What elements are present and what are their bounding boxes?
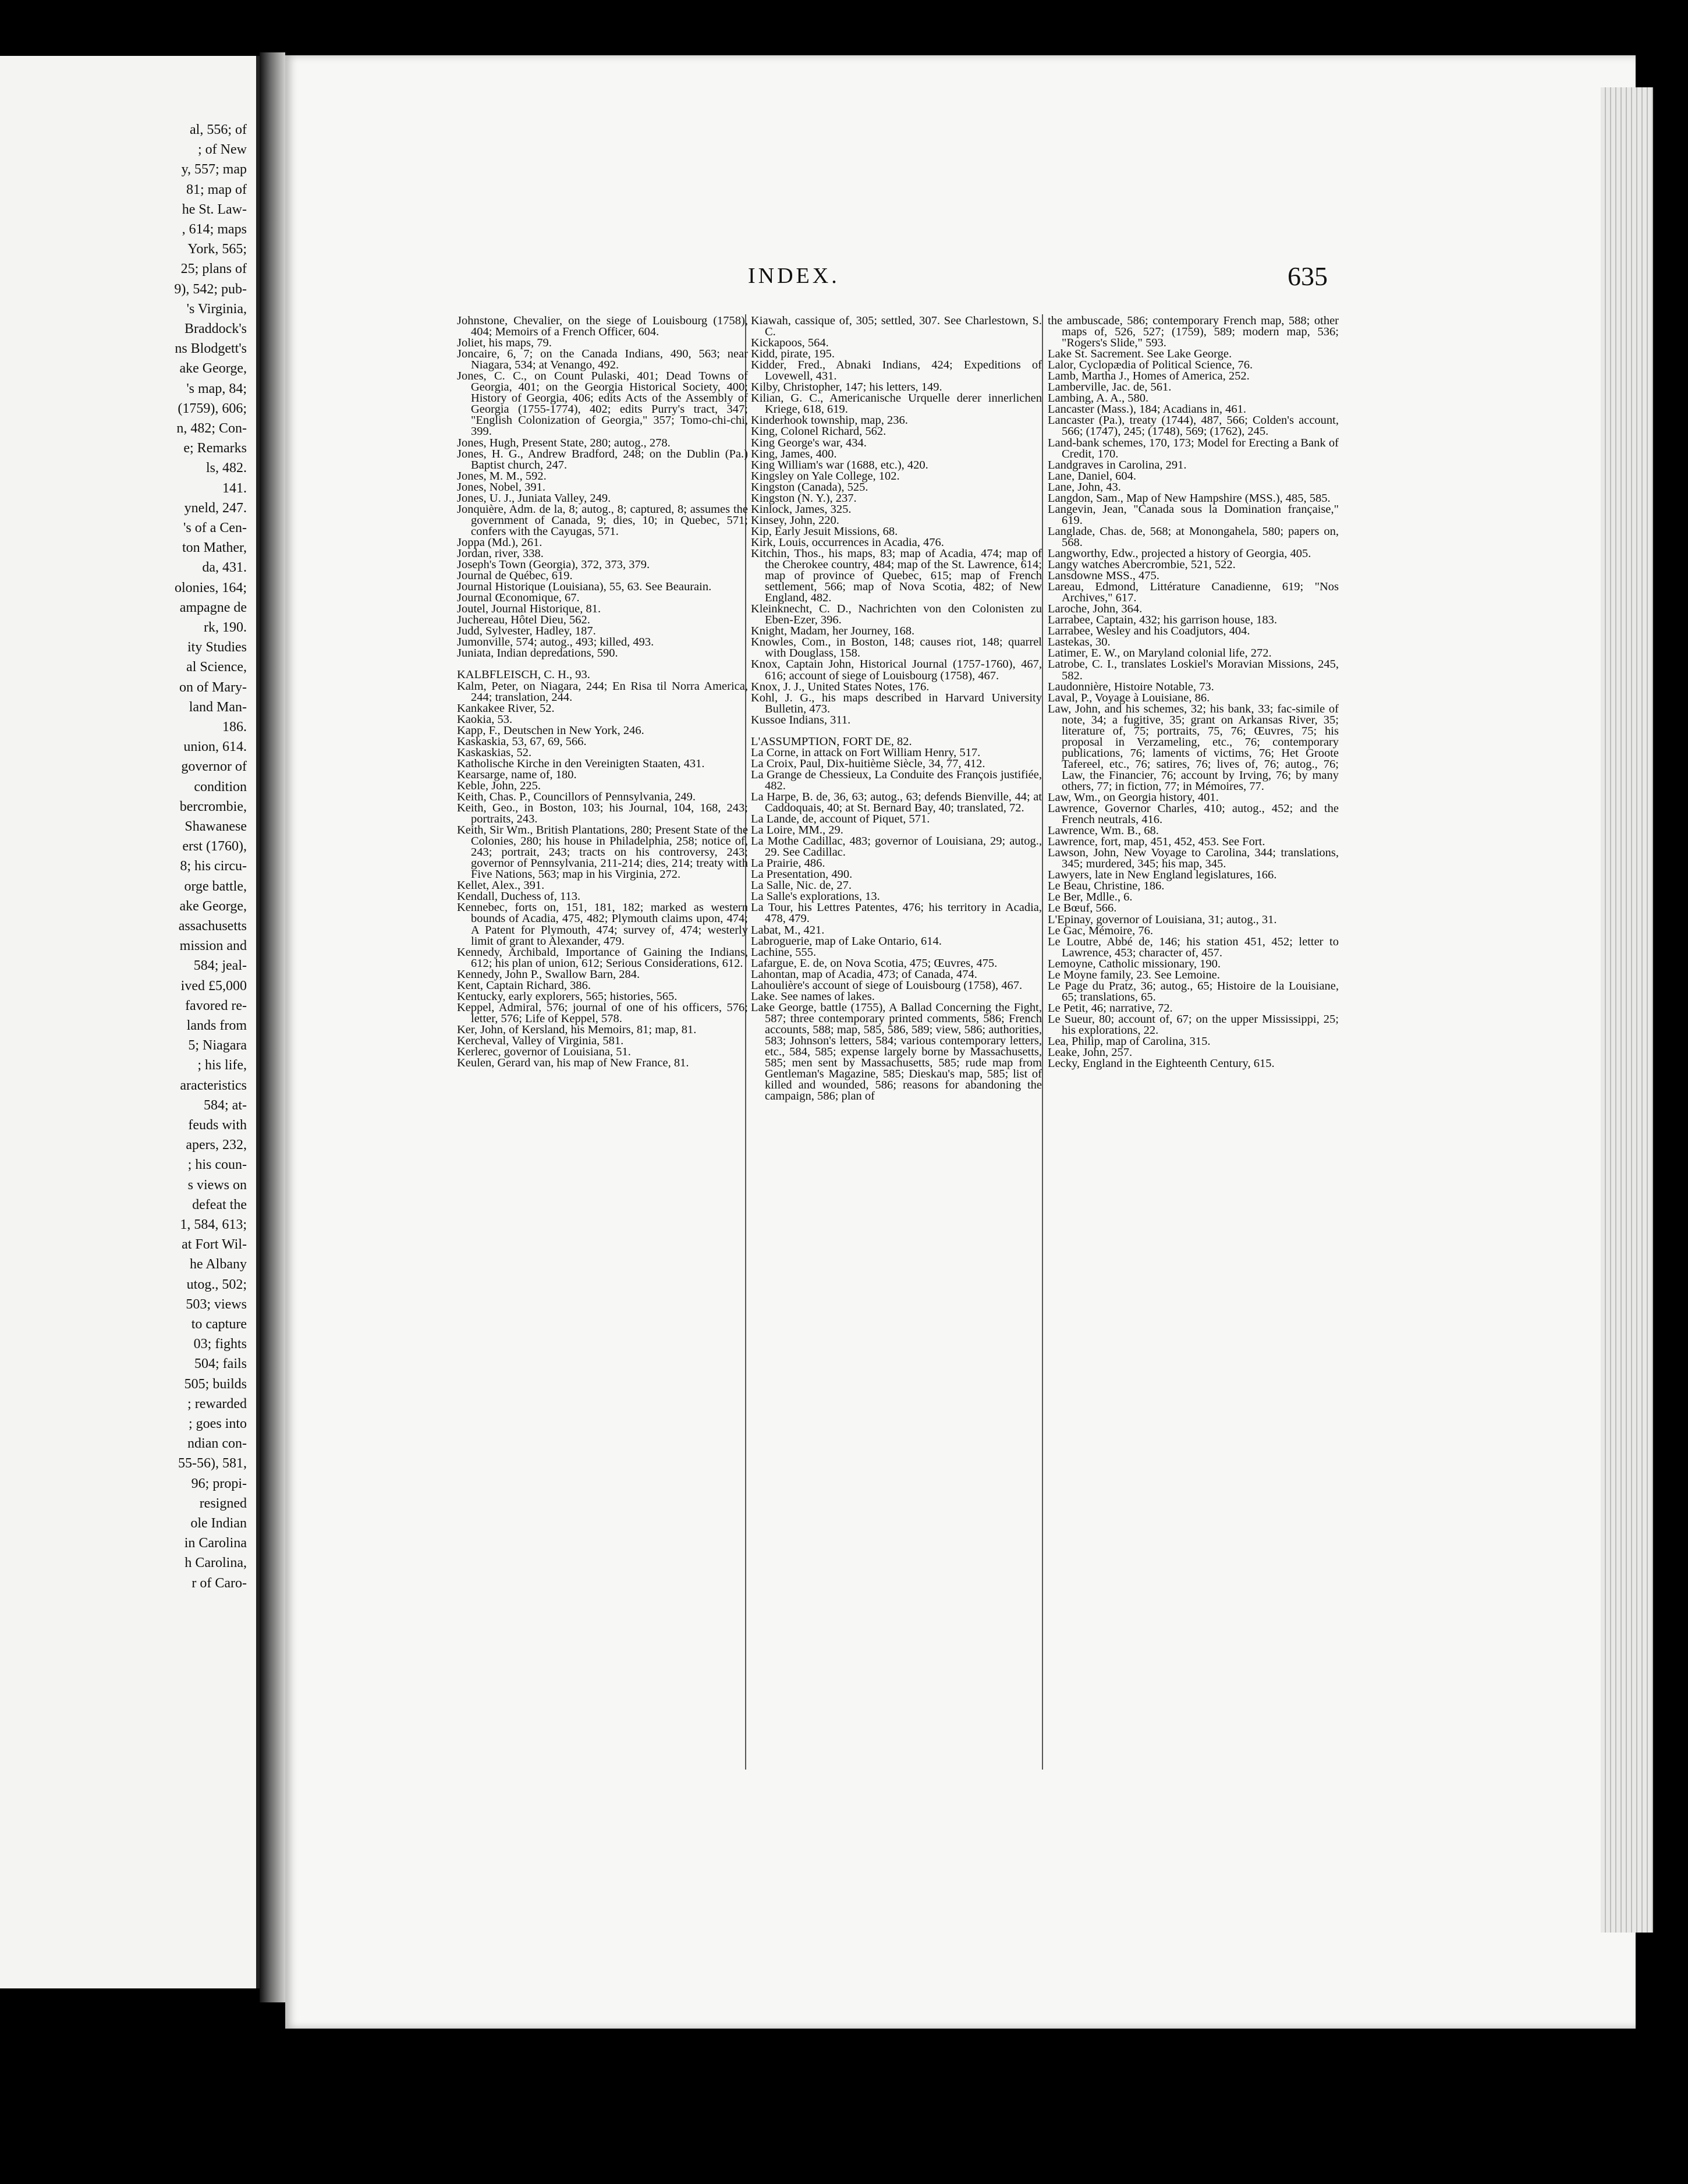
index-entry: Jones, M. M., 592. (457, 469, 547, 483)
facing-page-text: 505; builds (184, 1376, 247, 1392)
index-entry: Lea, Philip, map of Carolina, 315. (1048, 1035, 1211, 1048)
index-entry: Langdon, Sam., Map of New Hampshire (MSS.), 485, 585. (1048, 491, 1331, 505)
index-entry: Land-bank schemes, 170, 173; Model for Erecting a Bank of Credit, 170. (1048, 436, 1339, 460)
facing-page-text: rk, 190. (204, 620, 247, 635)
index-entry: Kearsarge, name of, 180. (457, 768, 577, 781)
index-entry: Ker, John, of Kersland, his Memoirs, 81; map, 81. (457, 1023, 697, 1036)
facing-page-text: 504; fails (194, 1356, 247, 1372)
index-entry: La Croix, Paul, Dix-huitième Siècle, 34, 77, 412. (751, 757, 985, 770)
facing-page-text: ton Mather, (182, 540, 247, 556)
index-entry: Langlade, Chas. de, 568; at Monongahela, 580; papers on, 568. (1048, 524, 1339, 549)
index-entry: Kip, Early Jesuit Missions, 68. (751, 524, 898, 538)
facing-page-text: 584; at- (204, 1097, 247, 1113)
facing-page-text: mission and (179, 938, 247, 954)
index-entry: Lastekas, 30. (1048, 636, 1111, 649)
index-entry: L'ASSUMPTION, FORT DE, 82. (751, 735, 912, 748)
index-entry: Labat, M., 421. (751, 923, 825, 937)
facing-page-text: ; of New (198, 142, 247, 158)
facing-page-text: bercrombie, (179, 799, 247, 814)
facing-page-text: resigned (199, 1495, 247, 1511)
facing-page-text: e; Remarks (183, 441, 247, 456)
index-entry: Lahoulière's account of siege of Louisbourg (1758), 467. (751, 978, 1023, 992)
index-entry: Kalm, Peter, on Niagara, 244; En Risa til Norra America, 244; translation, 244. (457, 679, 748, 704)
facing-page-text: ns Blodgett's (175, 341, 247, 357)
facing-page-text: ; goes into (189, 1416, 247, 1431)
facing-page-text: 5; Niagara (188, 1038, 247, 1054)
index-entry: Kercheval, Valley of Virginia, 581. (457, 1034, 624, 1047)
index-entry: Joseph's Town (Georgia), 372, 373, 379. (457, 558, 650, 572)
facing-page-text: s views on (187, 1177, 247, 1193)
facing-page-text: 186. (222, 719, 247, 735)
facing-page-text: 584; jeal- (193, 958, 247, 974)
page-number: 635 (1288, 261, 1328, 291)
index-entry: Kirk, Louis, occurrences in Acadia, 476. (751, 536, 944, 549)
facing-page-fragment (0, 56, 260, 1988)
index-entry: Kinsey, John, 220. (751, 513, 839, 527)
index-entry: Jones, U. J., Juniata Valley, 249. (457, 491, 611, 505)
facing-page-text: 's Virginia, (186, 301, 247, 317)
index-entry: Juniata, Indian depredations, 590. (457, 647, 618, 660)
index-entry: Laroche, John, 364. (1048, 602, 1143, 616)
index-entry: La Corne, in attack on Fort William Henry, 517. (751, 746, 981, 759)
facing-page-text: governor of (181, 759, 247, 775)
index-entry: Kankakee River, 52. (457, 701, 555, 715)
index-entry: Lachine, 555. (751, 945, 817, 959)
facing-page-text: defeat the (192, 1197, 247, 1212)
facing-page-text: h Carolina, (185, 1555, 247, 1571)
index-entry: Knowles, Com., in Boston, 148; causes riot, 148; quarrel with Douglass, 158. (751, 636, 1042, 660)
index-entry: Lalor, Cyclopædia of Political Science, 76. (1048, 359, 1253, 372)
index-entry: Kleinknecht, C. D., Nachrichten von den Colonisten zu Eben-Ezer, 396. (751, 602, 1042, 627)
facing-page-text: ole Indian (190, 1516, 247, 1531)
facing-page-text: in Carolina (184, 1536, 247, 1551)
index-entry: Latrobe, C. I., translates Loskiel's Moravian Missions, 245, 582. (1048, 658, 1339, 682)
book-gutter (260, 52, 285, 2002)
index-entry: Kaskaskias, 52. (457, 746, 532, 759)
index-entry: Law, Wm., on Georgia history, 401. (1048, 791, 1219, 804)
index-entry: Le Beau, Christine, 186. (1048, 880, 1165, 893)
facing-page-text: olonies, 164; (175, 580, 247, 595)
facing-page-text: ; his coun- (187, 1157, 247, 1173)
index-entry: Journal Œconomique, 67. (457, 591, 580, 605)
facing-page-text: , 614; maps (182, 222, 247, 237)
facing-page-text: 96; propi- (191, 1476, 247, 1491)
index-entry: Lahontan, map of Acadia, 473; of Canada, 474. (751, 967, 977, 981)
facing-page-text: r of Caro- (192, 1575, 247, 1591)
index-entry: Jones, Nobel, 391. (457, 480, 546, 494)
index-entry: Law, John, and his schemes, 32; his bank, 33; fac-simile of note, 34; a fugitive, 35; grant on Arkansas River, 35; literature of, 75; portraits, 75, 76; Œuvres, 75; his proposal in Verzameling, etc., 76; contemporary publications, 76; laments of victims, 76; Het Groote Tafereel, etc., 76; satires, 76; lives of, 76; autog., 76; Law, the Financier, 76; account by Irving, 76; by many others, 77; in fiction, 77; in Mémoires, 77. (1048, 702, 1339, 793)
index-entry: Lane, Daniel, 604. (1048, 469, 1136, 483)
index-entry: Keulen, Gerard van, his map of New France, 81. (457, 1056, 689, 1070)
facing-page-text: 9), 542; pub- (174, 281, 247, 297)
index-entry: Le Petit, 46; narrative, 72. (1048, 1001, 1173, 1015)
facing-page-text: feuds with (188, 1118, 247, 1133)
index-entry: Langy watches Abercrombie, 521, 522. (1048, 558, 1236, 572)
index-entry: Landgraves in Carolina, 291. (1048, 458, 1187, 471)
facing-page-text: 03; fights (193, 1336, 247, 1352)
page-edges (1601, 87, 1653, 1933)
index-entry: Le Moyne family, 23. See Lemoine. (1048, 968, 1220, 981)
facing-page-text: al Science, (186, 660, 247, 675)
index-entry: the ambuscade, 586; contemporary French map, 588; other maps of, 526, 527; (1759), 589; modern map, 536; "Rogers's Slide," 593. (1048, 314, 1339, 350)
index-entry: Kapp, F., Deutschen in New York, 246. (457, 724, 644, 737)
index-entry: Joncaire, 6, 7; on the Canada Indians, 490, 563; near Niagara, 534; at Venango, 492. (457, 348, 748, 372)
index-entry: KALBFLEISCH, C. H., 93. (457, 668, 590, 682)
index-entry: Jordan, river, 338. (457, 547, 544, 560)
index-entry: Jumonville, 574; autog., 493; killed, 493. (457, 636, 654, 649)
index-entry: Joliet, his maps, 79. (457, 336, 552, 350)
index-entry: Kitchin, Thos., his maps, 83; map of Acadia, 474; map of the Cherokee country, 484; map of the St. Lawrence, 614; map of province of Quebec, 615; map of French settlement, 566; map of Nova Scotia, 482; of New England, 482. (751, 547, 1042, 605)
index-entry: Lawrence, fort, map, 451, 452, 453. See Fort. (1048, 835, 1265, 849)
index-entry: Knight, Madam, her Journey, 168. (751, 625, 915, 638)
facing-page-text: 141. (222, 480, 247, 496)
index-entry: La Salle's explorations, 13. (751, 890, 880, 903)
facing-page-text: York, 565; (187, 242, 247, 257)
facing-page-text: to capture (191, 1317, 247, 1332)
facing-page-text: on of Mary- (179, 679, 247, 695)
facing-page-text: ; rewarded (187, 1396, 247, 1412)
index-entry: Keble, John, 225. (457, 779, 541, 792)
index-entry: Kent, Captain Richard, 386. (457, 978, 591, 992)
index-entry: Le Gac, Mémoire, 76. (1048, 924, 1154, 937)
facing-page-text: n, 482; Con- (176, 421, 247, 436)
index-entry: Kennedy, Archibald, Importance of Gaining the Indians, 612; his plan of union, 612; Serious Considerations, 612. (457, 945, 748, 970)
facing-page-text: utog., 502; (186, 1277, 247, 1292)
index-entry: Jones, C. C., on Count Pulaski, 401; Dead Towns of Georgia, 401; on the Georgia Historical Society, 400; History of Georgia, 406; edits Acts of the Assembly of Georgia (1755-1774), 402; edits Purry's tract, 347; "English Colonization of Georgia," 357; Tomo-chi-chi, 399. (457, 370, 748, 438)
index-entry: Le Ber, Mdlle., 6. (1048, 891, 1133, 904)
index-entry: La Lande, de, account of Piquet, 571. (751, 813, 930, 826)
index-entry: Kingsley on Yale College, 102. (751, 469, 900, 483)
index-entry: Lawyers, late in New England legislatures, 166. (1048, 868, 1277, 882)
index-entry: Le Loutre, Abbé de, 146; his station 451, 452; letter to Lawrence, 453; character of, 457. (1048, 935, 1339, 959)
facing-page-text: land Man- (189, 699, 247, 715)
facing-page-text: aracteristics (180, 1077, 247, 1093)
index-entry: Leake, John, 257. (1048, 1046, 1133, 1059)
index-entry: Knox, Captain John, Historical Journal (1757-1760), 467, 616; account of siege of Louisbourg (1758), 467. (751, 658, 1042, 682)
facing-page-text: ndian con- (187, 1436, 247, 1452)
index-entry: La Tour, his Lettres Patentes, 476; his territory in Acadia, 478, 479. (751, 901, 1042, 926)
index-entry: Lawson, John, New Voyage to Carolina, 344; translations, 345; murdered, 345; his map, 345. (1048, 846, 1339, 871)
index-entry: Judd, Sylvester, Hadley, 187. (457, 625, 596, 638)
index-entry: Keith, Chas. P., Councillors of Pennsylvania, 249. (457, 790, 696, 803)
index-entry: Keith, Sir Wm., British Plantations, 280; Present State of the Colonies, 280; his house in Philadelphia, 258; notice of, 243; portrait, 243; tracts on his controversy, 243; governor of Pennsylvania, 211-214; dies, 214; treaty with Five Nations, 563; map in his Virginia, 272. (457, 824, 748, 881)
index-entry: L'Epinay, governor of Louisiana, 31; autog., 31. (1048, 913, 1277, 926)
index-entry: Lamberville, Jac. de, 561. (1048, 381, 1172, 394)
index-entry: Larrabee, Wesley and his Coadjutors, 404. (1048, 625, 1250, 638)
index-entry: Lane, John, 43. (1048, 480, 1121, 494)
index-column-1 (457, 315, 748, 1069)
index-entry: Kickapoos, 564. (751, 336, 829, 350)
facing-page-text: al, 556; of (190, 122, 247, 137)
index-entry: King George's war, 434. (751, 436, 867, 449)
facing-page-text: ake George, (179, 361, 247, 377)
index-entry: La Prairie, 486. (751, 857, 825, 870)
index-entry: Lancaster (Pa.), treaty (1744), 487, 566; Colden's account, 566; (1747), 245; (1748), 569; (1762), 245. (1048, 414, 1339, 438)
index-entry: Kaokia, 53. (457, 712, 513, 726)
index-entry: Lake St. Sacrement. See Lake George. (1048, 348, 1232, 361)
facing-page-text: condition (194, 779, 247, 795)
index-entry: Jones, Hugh, Present State, 280; autog., 278. (457, 436, 671, 449)
index-entry: Lawrence, Wm. B., 68. (1048, 824, 1159, 838)
index-entry: Kerlerec, governor of Louisiana, 51. (457, 1045, 631, 1059)
facing-page-text: ls, 482. (205, 460, 247, 476)
facing-page-text: ake George, (179, 898, 247, 914)
index-entry: Lemoyne, Catholic missionary, 190. (1048, 957, 1221, 970)
index-entry: Keith, Geo., in Boston, 103; his Journal, 104, 168, 243; portraits, 243. (457, 802, 748, 826)
index-entry: King William's war (1688, etc.), 420. (751, 458, 928, 471)
index-entry: Larrabee, Captain, 432; his garrison house, 183. (1048, 614, 1277, 627)
index-entry: Jonquière, Adm. de la, 8; autog., 8; captured, 8; assumes the government of Canada, 9; dies, 10; in Quebec, 571; confers with the Cayugas, 571. (457, 502, 748, 538)
index-entry: La Salle, Nic. de, 27. (751, 879, 852, 892)
facing-page-text: he Albany (190, 1257, 247, 1272)
facing-page-text: apers, 232, (186, 1137, 247, 1153)
index-entry: Kilby, Christopher, 147; his letters, 149. (751, 381, 942, 394)
index-entry: La Presentation, 490. (751, 868, 853, 881)
index-entry: Johnstone, Chevalier, on the siege of Louisbourg (1758), 404; Memoirs of a French Officer, 604. (457, 314, 748, 339)
facing-page-text: 55-56), 581, (178, 1456, 247, 1472)
facing-page-text: yneld, 247. (184, 500, 247, 516)
index-entry: Journal Historique (Louisiana), 55, 63. See Beaurain. (457, 580, 712, 594)
index-entry: Lawrence, Governor Charles, 410; autog., 452; and the French neutrals, 416. (1048, 802, 1339, 827)
index-entry: Langworthy, Edw., projected a history of Georgia, 405. (1048, 547, 1311, 560)
index-entry: Joutel, Journal Historique, 81. (457, 602, 601, 616)
facing-page-text: y, 557; map (181, 162, 247, 178)
index-entry: Kidder, Fred., Abnaki Indians, 424; Expeditions of Lovewell, 431. (751, 359, 1042, 383)
facing-page-text: 503; views (186, 1296, 247, 1312)
index-entry: Le Page du Pratz, 36; autog., 65; Histoire de la Louisiane, 65; translations, 65. (1048, 979, 1339, 1004)
facing-page-text: 81; map of (186, 182, 247, 197)
facing-page-text: ity Studies (187, 640, 247, 655)
index-entry: Jones, H. G., Andrew Bradford, 248; on the Dublin (Pa.) Baptist church, 247. (457, 447, 748, 471)
index-entry: La Grange de Chessieux, La Conduite des François justifiée, 482. (751, 768, 1042, 792)
facing-page-text: Shawanese (185, 819, 247, 834)
index-entry: Kellet, Alex., 391. (457, 879, 545, 892)
index-entry: Katholische Kirche in den Vereinigten Staaten, 431. (457, 757, 705, 770)
index-entry: Knox, J. J., United States Notes, 176. (751, 680, 930, 693)
facing-page-text: ived £5,000 (180, 978, 247, 994)
index-entry: Kiawah, cassique of, 305; settled, 307. See Charlestown, S. C. (751, 314, 1042, 339)
index-entry: Lamb, Martha J., Homes of America, 252. (1048, 370, 1250, 383)
index-entry: Kidd, pirate, 195. (751, 348, 835, 361)
index-entry: Kentucky, early explorers, 565; histories, 565. (457, 990, 678, 1003)
index-entry: Kilian, G. C., Americanische Urquelle derer innerlichen Kriege, 618, 619. (751, 392, 1042, 416)
running-head: INDEX. (748, 264, 840, 288)
index-column-3 (1048, 315, 1339, 1069)
facing-page-text: da, 431. (202, 560, 247, 576)
index-entry: Langevin, Jean, "Canada sous la Domination française," 619. (1048, 502, 1339, 527)
facing-page-text: (1759), 606; (178, 400, 247, 416)
index-entry: La Mothe Cadillac, 483; governor of Louisiana, 29; autog., 29. See Cadillac. (751, 835, 1042, 859)
facing-page-text: lands from (186, 1018, 247, 1033)
index-entry: Lafargue, E. de, on Nova Scotia, 475; Œuvres, 475. (751, 956, 998, 970)
index-entry: Laudonnière, Histoire Notable, 73. (1048, 680, 1214, 693)
index-entry: Kendall, Duchess of, 113. (457, 890, 581, 903)
facing-page-text: Braddock's (185, 321, 247, 336)
index-entry: King, James, 400. (751, 447, 837, 460)
index-entry: Lansdowne MSS., 475. (1048, 569, 1159, 583)
index-entry: Kaskaskia, 53, 67, 69, 566. (457, 735, 587, 748)
index-entry: Joppa (Md.), 261. (457, 536, 542, 549)
index-entry: Journal de Québec, 619. (457, 569, 573, 583)
index-entry: Lecky, England in the Eighteenth Century, 615. (1048, 1057, 1275, 1070)
index-entry: Kingston (N. Y.), 237. (751, 491, 857, 505)
index-entry: Kohl, J. G., his maps described in Harvard University Bulletin, 473. (751, 691, 1042, 715)
facing-page-text: union, 614. (183, 739, 247, 755)
facing-page-text: 's map, 84; (186, 381, 247, 396)
facing-page-text: assachusetts (178, 919, 247, 934)
index-entry: Lambing, A. A., 580. (1048, 392, 1149, 405)
index-entry: Latimer, E. W., on Maryland colonial life, 272. (1048, 647, 1272, 660)
facing-page-text: he St. Law- (182, 201, 247, 217)
column-rule (1042, 314, 1043, 1770)
index-entry: La Harpe, B. de, 36, 63; autog., 63; defends Bienville, 44; at Caddoquais, 40; at St. Bernard Bay, 40; translated, 72. (751, 790, 1042, 815)
index-entry: Kussoe Indians, 311. (751, 713, 851, 726)
facing-page-text: at Fort Wil- (182, 1237, 247, 1253)
index-entry: Lancaster (Mass.), 184; Acadians in, 461. (1048, 403, 1247, 416)
facing-page-text: 1, 584, 613; (180, 1217, 247, 1232)
index-entry: Le Bœuf, 566. (1048, 902, 1117, 915)
facing-page-text: 25; plans of (180, 261, 247, 277)
index-entry: Kennedy, John P., Swallow Barn, 284. (457, 967, 640, 981)
index-column-2 (751, 315, 1042, 1102)
index-entry: Kinlock, James, 325. (751, 502, 852, 516)
index-entry: Kinderhook township, map, 236. (751, 414, 908, 427)
facing-page-text: 's of a Cen- (183, 520, 247, 536)
facing-page-text: erst (1760), (182, 839, 247, 855)
facing-page-text: 8; his circu- (180, 859, 247, 874)
index-entry: Lareau, Edmond, Littérature Canadienne, 619; "Nos Archives," 617. (1048, 580, 1339, 605)
facing-page-text: favored re- (185, 998, 247, 1013)
index-entry: La Loire, MM., 29. (751, 824, 843, 837)
index-entry: King, Colonel Richard, 562. (751, 425, 886, 438)
index-entry: Keppel, Admiral, 576; journal of one of his officers, 576; letter, 576; Life of Keppel, 578. (457, 1001, 748, 1025)
facing-page-text: ampagne de (179, 600, 247, 615)
index-entry: Kingston (Canada), 525. (751, 480, 868, 494)
index-entry: Juchereau, Hôtel Dieu, 562. (457, 614, 590, 627)
index-entry: Laval, P., Voyage à Louisiane, 86. (1048, 691, 1210, 704)
index-entry: Kennebec, forts on, 151, 181, 182; marked as western bounds of Acadia, 475, 482; Plymouth claims upon, 474; A Patent for Plymouth, 474; survey of, 474; westerly limit of grant to Alexander, 479. (457, 901, 748, 948)
index-entry: Labroguerie, map of Lake Ontario, 614. (751, 934, 942, 948)
index-entry: Lake. See names of lakes. (751, 990, 875, 1003)
index-entry: Le Sueur, 80; account of, 67; on the upper Mississippi, 25; his explorations, 22. (1048, 1012, 1339, 1037)
facing-page-text: orge battle, (184, 878, 247, 894)
facing-page-text: ; his life, (197, 1058, 247, 1073)
index-entry: Lake George, battle (1755), A Ballad Concerning the Fight, 587; three contemporary printed comments, 586; French accounts, 588; map, 585, 586, 589; view, 586; authorities, 583; Johnson's letters, 584; various contemporary letters, etc., 584, 585; expense largely borne by Massachusetts, 585; men sent by Massachusetts, 585; rude map from Gentleman's Magazine, 585; Dieskau's map, 585; list of killed and wounded, 586; reasons for abandoning the campaign, 586; plan of (751, 1001, 1042, 1103)
